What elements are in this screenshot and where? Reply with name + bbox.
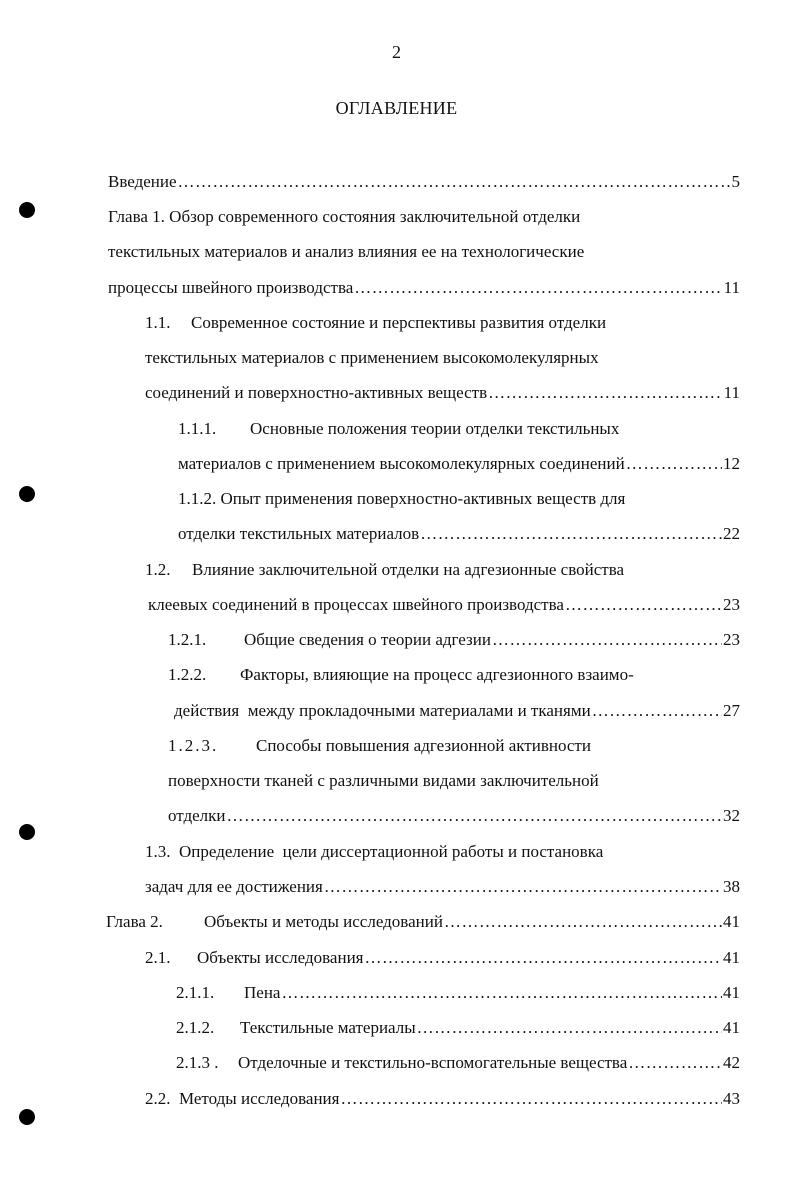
toc-page: 23	[723, 630, 740, 649]
toc-entry-ch2[interactable]	[106, 910, 740, 934]
dot-leader	[628, 1051, 722, 1075]
dot-leader	[281, 981, 722, 1005]
dot-leader	[592, 699, 722, 723]
toc-entry-1-1[interactable]	[145, 381, 740, 405]
dot-leader	[420, 522, 722, 546]
toc-number: 2.1.3 .	[176, 1053, 219, 1072]
toc-page: 11	[723, 383, 740, 402]
toc-page: 11	[723, 278, 740, 297]
toc-label: Текстильные материалы	[240, 1018, 416, 1037]
toc-page: 5	[731, 172, 740, 191]
toc-label: отделки текстильных материалов	[178, 524, 420, 543]
punch-hole	[19, 1109, 35, 1125]
toc-label: Основные положения теории отделки текстильных	[250, 419, 620, 438]
toc-label: процессы швейного производства	[108, 278, 354, 297]
punch-hole	[19, 486, 35, 502]
toc-label: Пена	[244, 983, 281, 1002]
toc-page: 38	[723, 877, 740, 896]
toc-entry-1-3-line1[interactable]: 1.3. Определение цели диссертационной работы и постановка	[145, 842, 604, 861]
toc-label: Влияние заключительной отделки на адгезионные свойства	[192, 560, 625, 579]
toc-entry-1-1-line1[interactable]	[145, 311, 606, 335]
toc-page: 32	[723, 806, 740, 825]
toc-label: клеевых соединений в процессах швейного производства	[148, 595, 564, 614]
dot-leader	[444, 910, 722, 934]
toc-entry-ch1[interactable]	[108, 276, 740, 300]
toc-label: Общие сведения о теории адгезии	[244, 630, 491, 649]
page-title: ОГЛАВЛЕНИЕ	[335, 98, 458, 118]
toc-label: материалов с применением высокомолекулярных соединений	[178, 454, 625, 473]
toc-label: Объекты исследования	[197, 948, 364, 967]
toc-page: 41	[723, 983, 740, 1002]
toc-entry-ch1-line1[interactable]: Глава 1. Обзор современного состояния заключительной отделки	[108, 207, 581, 226]
toc-label: Современное состояние и перспективы развития отделки	[191, 313, 607, 332]
toc-label: Введение	[108, 172, 177, 191]
toc-page: 23	[723, 595, 740, 614]
dot-leader	[626, 452, 722, 476]
toc-page: 27	[723, 701, 740, 720]
toc-number: 2.1.2.	[176, 1018, 215, 1037]
dot-leader	[565, 593, 722, 617]
toc-page: 12	[723, 454, 740, 473]
dot-leader	[324, 875, 722, 899]
toc-entry-1-1-1-line1[interactable]	[178, 417, 619, 441]
toc-entry-2-1-2[interactable]	[176, 1016, 740, 1040]
page-number: 2	[392, 42, 401, 62]
toc-entry-1-1-2[interactable]	[178, 522, 740, 546]
toc-entry-1-1-line2[interactable]: текстильных материалов с применением высокомолекулярных	[145, 348, 599, 367]
toc-entry-intro[interactable]	[108, 170, 740, 194]
toc-entry-2-1[interactable]	[145, 946, 740, 970]
toc-number: 1.2.2.	[168, 665, 207, 684]
toc-page: 42	[723, 1053, 740, 1072]
toc-entry-1-2[interactable]	[148, 593, 740, 617]
toc-label: отделки	[168, 806, 226, 825]
toc-entry-1-2-line1[interactable]	[145, 558, 624, 582]
toc-entry-2-1-1[interactable]	[176, 981, 740, 1005]
punch-hole	[19, 824, 35, 840]
toc-number: 1.1.1.	[178, 419, 217, 438]
punch-hole	[19, 202, 35, 218]
toc-number: 2.1.1.	[176, 983, 215, 1002]
toc-number: 2.1.	[145, 948, 171, 967]
toc-label: задач для ее достижения	[145, 877, 323, 896]
toc-label: 2.2. Методы исследования	[145, 1089, 340, 1108]
dot-leader	[417, 1016, 722, 1040]
toc-label: Способы повышения адгезионной активности	[256, 736, 591, 755]
toc-entry-1-2-2-line1[interactable]	[168, 663, 634, 687]
toc-entry-2-1-3[interactable]	[176, 1051, 740, 1075]
toc-number: 1.1.	[145, 313, 171, 332]
toc-page: 41	[723, 948, 740, 967]
toc-page: 43	[723, 1089, 740, 1108]
toc-entry-1-3[interactable]	[145, 875, 740, 899]
dot-leader	[227, 804, 722, 828]
toc-label: Объекты и методы исследований	[204, 912, 443, 931]
toc-label: Факторы, влияющие на процесс адгезионного взаимо-	[240, 665, 634, 684]
dot-leader	[340, 1087, 722, 1111]
toc-entry-1-2-2[interactable]	[174, 699, 740, 723]
toc-entry-1-1-2-line1[interactable]: 1.1.2. Опыт применения поверхностно-активных веществ для	[178, 489, 626, 508]
toc-number: 1.2.1.	[168, 630, 207, 649]
toc-entry-1-2-3-line2[interactable]: поверхности тканей с различными видами заключительной	[168, 771, 599, 790]
toc-label: Отделочные и текстильно-вспомогательные вещества	[238, 1053, 628, 1072]
toc-page: 22	[723, 524, 740, 543]
toc-page: 41	[723, 1018, 740, 1037]
toc-entry-2-2[interactable]	[145, 1087, 740, 1111]
toc-page: 41	[723, 912, 740, 931]
toc-entry-1-1-1[interactable]	[178, 452, 740, 476]
toc-entry-1-2-1[interactable]	[168, 628, 740, 652]
dot-leader	[488, 381, 723, 405]
toc-label: соединений и поверхностно-активных веществ	[145, 383, 488, 402]
dot-leader	[364, 946, 722, 970]
dot-leader	[354, 276, 722, 300]
dot-leader	[178, 170, 731, 194]
toc-number: Глава 2.	[106, 912, 163, 931]
toc-number: 1.2.	[145, 560, 171, 579]
toc-number: 1.2.3.	[168, 736, 219, 755]
dot-leader	[492, 628, 722, 652]
toc-entry-ch1-line2[interactable]: текстильных материалов и анализ влияния ее на технологические	[108, 242, 585, 261]
toc-entry-1-2-3-line1[interactable]	[168, 734, 591, 758]
toc-label: действия между прокладочными материалами и тканями	[174, 701, 591, 720]
toc-entry-1-2-3[interactable]	[168, 804, 740, 828]
